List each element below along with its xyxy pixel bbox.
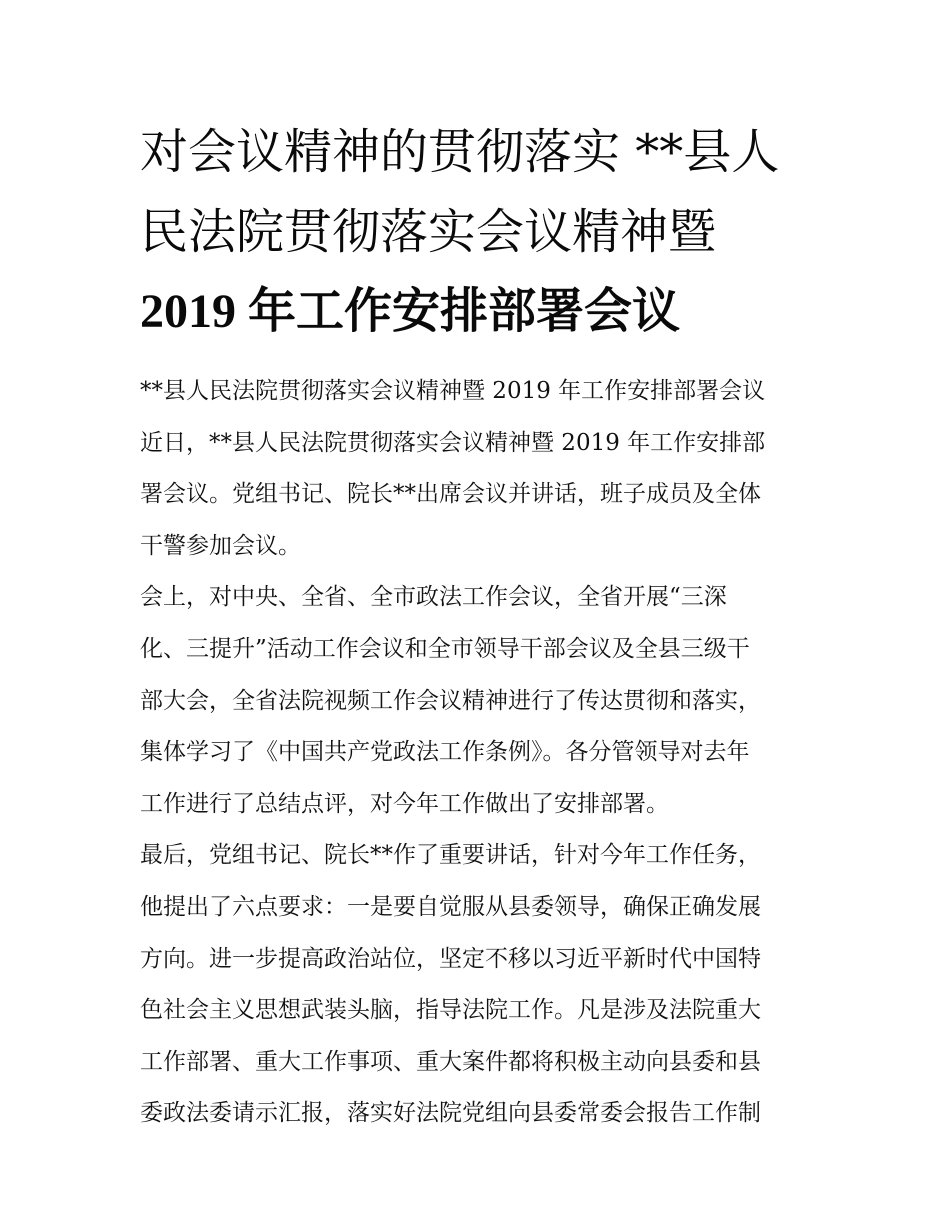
text-line: 干警参加会议。 [140, 532, 301, 559]
text-line: 色社会主义思想武装头脑，指导法院工作。凡是涉及法院重大 [140, 997, 761, 1024]
text-line: 近日，**县人民法院贯彻落实会议精神暨 2019 年工作安排部 [140, 429, 766, 456]
text-line: 委政法委请示汇报，落实好法院党组向县委常委会报告工作制 [140, 1100, 761, 1127]
title-line: 对会议精神的贯彻落实 **县人 [140, 124, 780, 180]
paragraph-meeting [140, 572, 815, 830]
paragraph-speech [140, 830, 815, 1140]
title-line: 民法院贯彻落实会议精神暨 [140, 204, 717, 260]
text-line: 工作部署、重大工作事项、重大案件都将积极主动向县委和县 [140, 1048, 761, 1075]
text-line: 工作进行了总结点评，对今年工作做出了安排部署。 [140, 790, 669, 817]
document-title [140, 112, 815, 352]
paragraph-intro [140, 418, 815, 573]
document-body [140, 366, 815, 1140]
document-page [140, 112, 815, 1140]
text-line: 化、三提升”活动工作会议和全市领导干部会议及全县三级干 [140, 635, 750, 662]
text-line: **县人民法院贯彻落实会议精神暨 2019 年工作安排部署会议 [140, 378, 766, 404]
text-line: 集体学习了《中国共产党政法工作条例》。各分管领导对去年 [140, 739, 750, 766]
text-line: 会上，对中央、全省、全市政法工作会议，全省开展“三深 [140, 584, 727, 611]
text-line: 署会议。党组书记、院长**出席会议并讲话，班子成员及全体 [140, 481, 761, 508]
text-line: 方向。进一步提高政治站位，坚定不移以习近平新时代中国特 [140, 945, 761, 972]
title-line: 2019 年工作安排部署会议 [140, 285, 681, 338]
text-line: 部大会，全省法院视频工作会议精神进行了传达贯彻和落实， [140, 687, 761, 714]
text-line: 他提出了六点要求：一是要自觉服从县委领导，确保正确发展 [140, 893, 761, 920]
paragraph-subtitle [140, 366, 815, 418]
text-line: 最后，党组书记、院长**作了重要讲话，针对今年工作任务， [140, 842, 761, 869]
